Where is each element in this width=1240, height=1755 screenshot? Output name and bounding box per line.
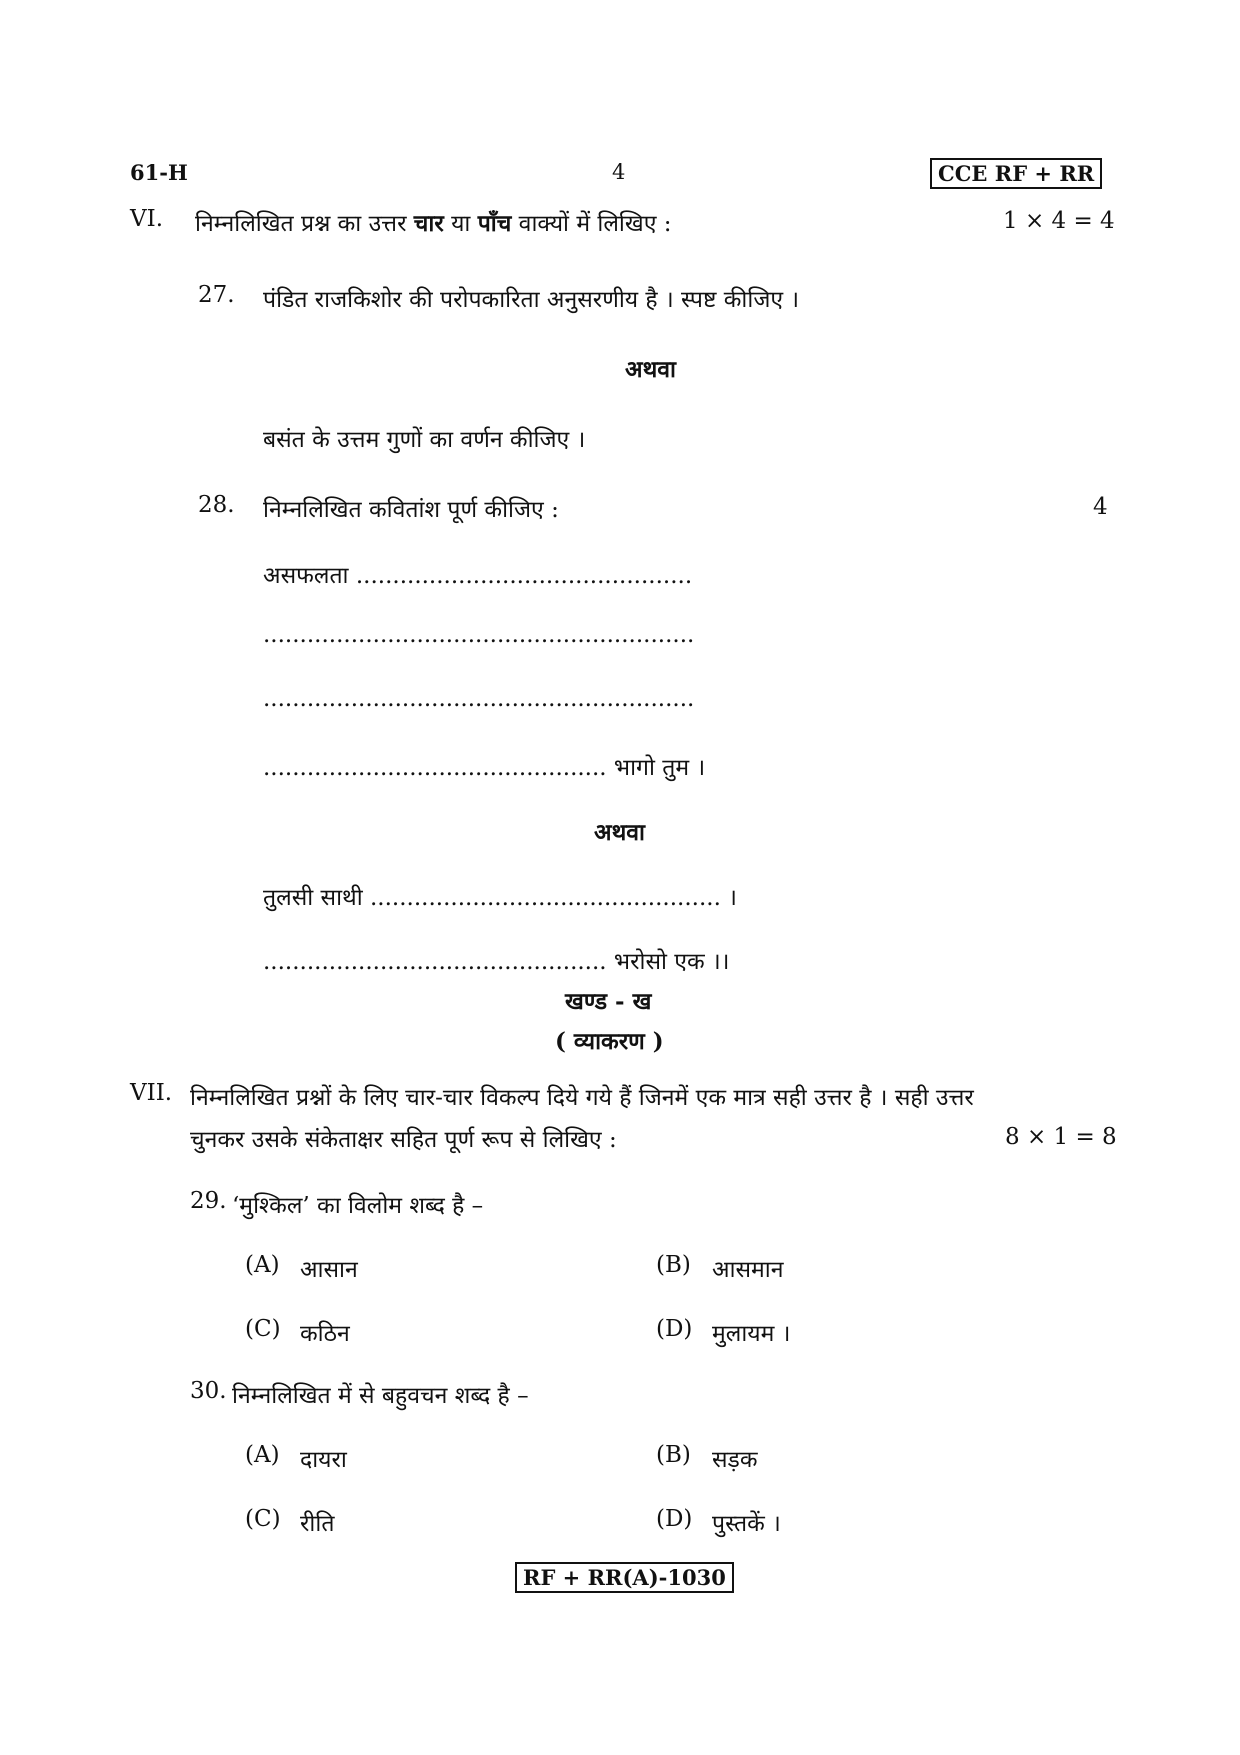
option-label: (A) (245, 1252, 280, 1278)
option-text: दायरा (300, 1447, 347, 1473)
instruction-emphasis: चार (413, 210, 444, 237)
q27-or: अथवा (625, 356, 677, 383)
instruction-emphasis: पाँच (477, 210, 512, 237)
option-text: पुस्तकें । (712, 1511, 781, 1537)
option-label: (C) (245, 1506, 281, 1532)
section-vi-marks: 1 × 4 = 4 (1003, 208, 1115, 234)
page-number: 4 (612, 160, 626, 184)
poem-line: ............................................... भागो तुम । (263, 755, 706, 781)
section-vii-instruction-line2: चुनकर उसके संकेताक्षर सहित पूर्ण रूप से लिखिए : (190, 1127, 617, 1153)
section-vi-instruction (195, 206, 671, 238)
option-label: (A) (245, 1442, 280, 1468)
part-b-subtitle: ( व्याकरण ) (555, 1028, 664, 1055)
q28-or: अथवा (594, 819, 646, 846)
poem-alt-line: ............................................... भरोसो एक ।। (263, 949, 730, 975)
q28-marks: 4 (1093, 494, 1108, 520)
option-text: आसान (300, 1257, 358, 1283)
option-label: (C) (245, 1316, 281, 1342)
instruction-part: वाक्यों में लिखिए : (511, 211, 672, 237)
q27-alt-text: बसंत के उत्तम गुणों का वर्णन कीजिए । (263, 427, 586, 453)
paper-code: 61-H (130, 160, 188, 185)
q28-text: निम्नलिखित कवितांश पूर्ण कीजिए : (263, 497, 559, 523)
option-label: (D) (656, 1316, 693, 1342)
instruction-part: या (443, 211, 478, 237)
instruction-part: निम्नलिखित प्रश्न का उत्तर (195, 211, 414, 237)
series-box: CCE RF + RR (930, 158, 1102, 189)
option-text: आसमान (712, 1257, 784, 1283)
option-text: मुलायम । (712, 1321, 791, 1347)
q29-text: ‘मुश्किल’ का विलोम शब्द है – (232, 1193, 484, 1219)
q27-text: पंडित राजकिशोर की परोपकारिता अनुसरणीय है । स्पष्ट कीजिए । (263, 287, 800, 313)
option-text: कठिन (300, 1321, 350, 1347)
option-label: (B) (656, 1252, 691, 1278)
section-vii-number: VII. (130, 1080, 173, 1106)
q27-number: 27. (198, 282, 235, 308)
poem-line: ........................................................... (263, 686, 695, 712)
section-vii-marks: 8 × 1 = 8 (1005, 1124, 1117, 1150)
q28-number: 28. (198, 492, 235, 518)
option-label: (B) (656, 1442, 691, 1468)
option-label: (D) (656, 1506, 693, 1532)
footer-code-box: RF + RR(A)-1030 (515, 1562, 734, 1593)
q30-text: निम्नलिखित में से बहुवचन शब्द है – (232, 1383, 529, 1409)
option-text: रीति (300, 1511, 335, 1537)
q30-number: 30. (190, 1378, 227, 1404)
part-b-title: खण्ड - ख (565, 988, 652, 1015)
section-vii-instruction-line1: निम्नलिखित प्रश्नों के लिए चार-चार विकल्प दिये गये हैं जिनमें एक मात्र सही उत्तर है । सही उत्तर (190, 1085, 974, 1111)
option-text: सड़क (712, 1447, 758, 1473)
poem-line: ........................................................... (263, 622, 695, 648)
poem-line: असफलता .............................................. (263, 563, 693, 589)
q29-number: 29. (190, 1188, 227, 1214)
poem-alt-line: तुलसी साथी ................................................ । (263, 885, 737, 911)
section-vi-number: VI. (130, 206, 164, 232)
